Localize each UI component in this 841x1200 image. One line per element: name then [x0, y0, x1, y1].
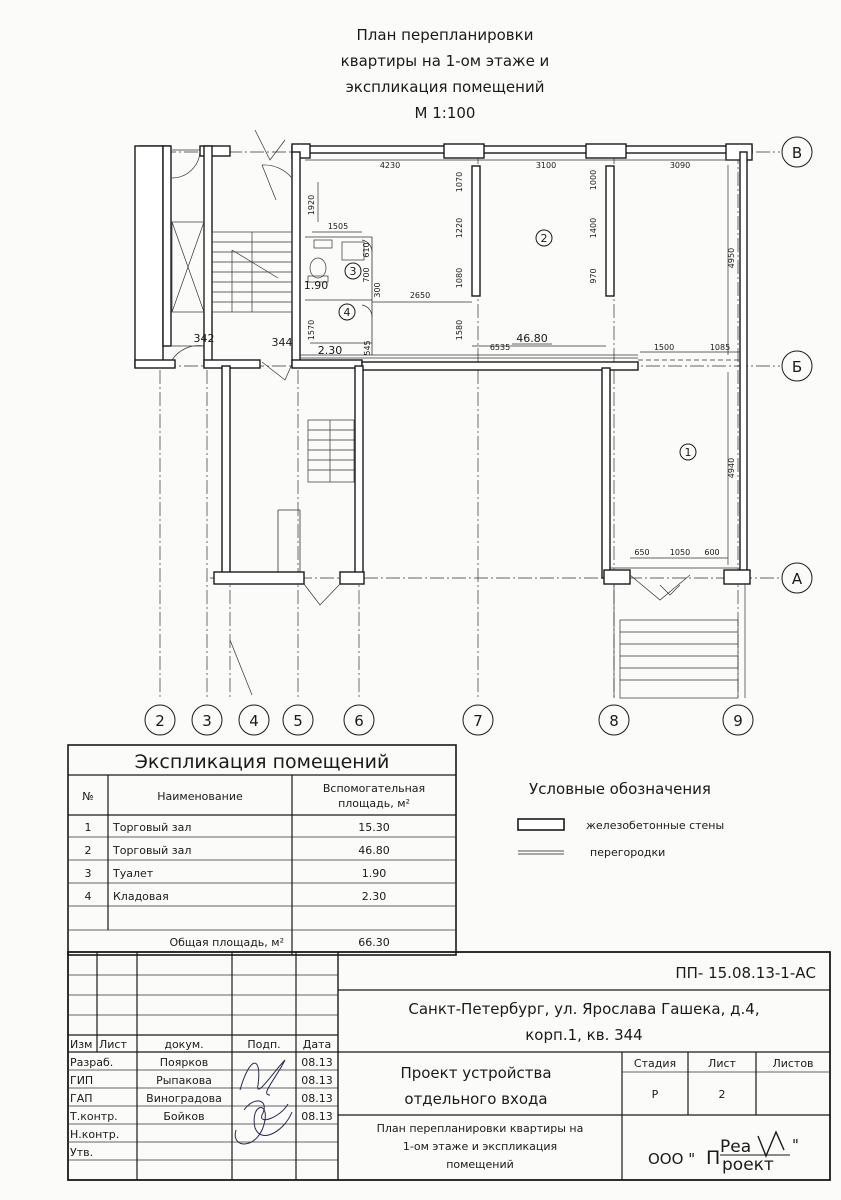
sheet-desc-2: 1-ом этаже и экспликация [402, 1140, 558, 1153]
date-3: 08.13 [301, 1110, 333, 1123]
header-sign: Подп. [247, 1038, 281, 1051]
dim-1050: 1050 [669, 548, 691, 557]
col-header-name: Наименование [157, 790, 243, 803]
explication-title: Экспликация помещений [134, 751, 390, 773]
explication-table [68, 745, 456, 955]
title-block [68, 952, 830, 1180]
axis-label-7: 7 [473, 712, 483, 730]
axis-label-3: 3 [202, 712, 212, 730]
dim-2650: 2650 [409, 291, 431, 300]
axis-label-9: 9 [733, 712, 743, 730]
row-1-name: Торговый зал [113, 821, 192, 834]
dimension-values [307, 161, 736, 557]
axis-label-a: А [791, 570, 803, 588]
room-number-2: 2 [540, 232, 548, 245]
name-2: Виноградова [146, 1092, 222, 1105]
area-room-4: 2.30 [317, 344, 343, 357]
row-4-no: 4 [84, 890, 92, 903]
staircase-upper [172, 222, 292, 312]
row-2-area: 46.80 [358, 844, 390, 857]
concrete-walls [135, 144, 752, 584]
row-1-area: 15.30 [358, 821, 390, 834]
stamp-person-row [69, 1110, 333, 1123]
col-header-no: № [82, 790, 94, 803]
stamp-address-2: корп.1, кв. 344 [525, 1026, 643, 1044]
header-izm: Изм [70, 1038, 93, 1051]
legend-concrete-label: железобетонные стены [586, 819, 725, 832]
dim-1570: 1570 [307, 319, 316, 341]
row-1-no: 1 [84, 821, 92, 834]
dim-1000: 1000 [589, 169, 598, 191]
legend-partition-label: перегородки [590, 846, 666, 859]
company-prefix: ООО " [648, 1150, 696, 1168]
stamp-address-1: Санкт-Петербург, ул. Ярослава Гашека, д.4, [408, 1000, 760, 1018]
dim-650: 650 [634, 548, 650, 557]
stage-value: Р [651, 1088, 659, 1101]
axis-label-v: В [791, 144, 803, 162]
dim-970: 970 [589, 268, 598, 284]
stamp-code: ПП- 15.08.13-1-АС [675, 964, 816, 982]
area-room-2: 46.80 [516, 332, 548, 345]
table-row [85, 867, 387, 880]
svg-text:Реа: Реа [720, 1137, 752, 1157]
date-0: 08.13 [301, 1056, 333, 1069]
axis-col-markers [145, 705, 753, 735]
role-4: Н.контр. [70, 1128, 120, 1141]
axis-label-2: 2 [155, 712, 165, 730]
room-number-3: 3 [349, 265, 357, 278]
stamp-person-row [70, 1146, 93, 1159]
name-0: Поярков [159, 1056, 209, 1069]
axis-row-markers [782, 137, 812, 593]
dim-600: 600 [704, 548, 720, 557]
dim-3100: 3100 [535, 161, 557, 170]
entrance-steps [614, 584, 745, 698]
name-3: Бойков [163, 1110, 205, 1123]
dim-1220: 1220 [455, 217, 464, 239]
row-3-name: Туалет [113, 867, 154, 880]
stamp-person-row [70, 1056, 333, 1069]
sheet-value: 2 [718, 1088, 726, 1101]
dim-4940: 4940 [727, 457, 736, 479]
dim-3090: 3090 [669, 161, 691, 170]
staircase-lower [308, 420, 354, 482]
name-1: Рыпакова [156, 1074, 212, 1087]
dim-1505: 1505 [327, 222, 349, 231]
company-logo [706, 1132, 790, 1175]
svg-text:П: П [706, 1147, 721, 1169]
row-4-area: 2.30 [361, 890, 387, 903]
role-2: ГАП [70, 1092, 93, 1105]
dim-1580: 1580 [455, 319, 464, 341]
role-5: Утв. [70, 1146, 94, 1159]
partitions [278, 237, 740, 572]
total-value: 66.30 [358, 936, 390, 949]
header-date: Дата [302, 1038, 332, 1051]
company-name [648, 1132, 799, 1175]
title-line-1: План перепланировки [356, 26, 534, 44]
dim-4230: 4230 [379, 161, 401, 170]
stamp-person-row [70, 1074, 333, 1087]
dim-1400: 1400 [589, 217, 598, 239]
dim-700: 700 [362, 267, 371, 283]
apartment-342: 342 [193, 332, 215, 345]
room-number-4: 4 [343, 306, 351, 319]
row-3-no: 3 [84, 867, 92, 880]
row-2-no: 2 [84, 844, 92, 857]
dim-545: 545 [363, 340, 372, 356]
header-list: Лист [99, 1038, 127, 1051]
legend [518, 780, 724, 859]
table-row [85, 890, 387, 903]
dim-1080: 1080 [455, 267, 464, 289]
stamp-person-row [70, 1128, 119, 1141]
title-scale: М 1:100 [414, 104, 476, 122]
row-4-name: Кладовая [113, 890, 169, 903]
role-1: ГИП [70, 1074, 94, 1087]
date-2: 08.13 [301, 1092, 333, 1105]
stage-label: Стадия [633, 1057, 677, 1070]
axis-label-4: 4 [249, 712, 259, 730]
signature-scribbles [235, 1060, 292, 1144]
row-3-area: 1.90 [361, 867, 387, 880]
floor-plan [135, 130, 812, 735]
dim-300: 300 [373, 282, 382, 298]
header-doc: докум. [164, 1038, 204, 1051]
axis-label-b: Б [791, 358, 803, 376]
sheets-label: Листов [772, 1057, 814, 1070]
axis-label-5: 5 [293, 712, 303, 730]
sheet-desc-3: помещений [446, 1158, 514, 1171]
title-line-3: экспликация помещений [345, 78, 545, 96]
project-line-1: Проект устройства [400, 1064, 552, 1082]
title-line-2: квартиры на 1-ом этаже и [340, 52, 550, 70]
row-2-name: Торговый зал [113, 844, 192, 857]
legend-concrete-swatch [518, 819, 564, 830]
room-number-1: 1 [684, 446, 692, 459]
table-row [85, 821, 390, 834]
dim-4950: 4950 [727, 247, 736, 269]
drawing-title [341, 26, 550, 122]
apartment-344: 344 [271, 336, 293, 349]
stamp-person-row [70, 1092, 333, 1105]
dim-1070: 1070 [455, 171, 464, 193]
table-row [85, 844, 390, 857]
company-suffix: " [792, 1136, 799, 1154]
room-markers [339, 230, 696, 460]
dim-6535: 6535 [489, 343, 511, 352]
dim-1085: 1085 [709, 343, 731, 352]
sheet-desc-1: План перепланировки квартиры на [376, 1122, 584, 1135]
total-label: Общая площадь, м² [169, 936, 284, 949]
project-line-2: отдельного входа [404, 1090, 548, 1108]
dim-1500: 1500 [653, 343, 675, 352]
dim-1920: 1920 [307, 194, 316, 216]
dim-610: 610 [362, 242, 371, 258]
role-0: Разраб. [70, 1056, 114, 1069]
svg-text:роект: роект [722, 1155, 774, 1175]
legend-title: Условные обозначения [529, 780, 711, 798]
axis-label-8: 8 [609, 712, 619, 730]
role-3: Т.контр. [70, 1110, 118, 1123]
axis-label-6: 6 [354, 712, 364, 730]
sheet-label: Лист [708, 1057, 736, 1070]
area-room-3: 1.90 [303, 279, 329, 292]
col-header-area-1: Вспомогательная [322, 782, 426, 795]
col-header-area-2: площадь, м² [338, 797, 410, 810]
date-1: 08.13 [301, 1074, 333, 1087]
